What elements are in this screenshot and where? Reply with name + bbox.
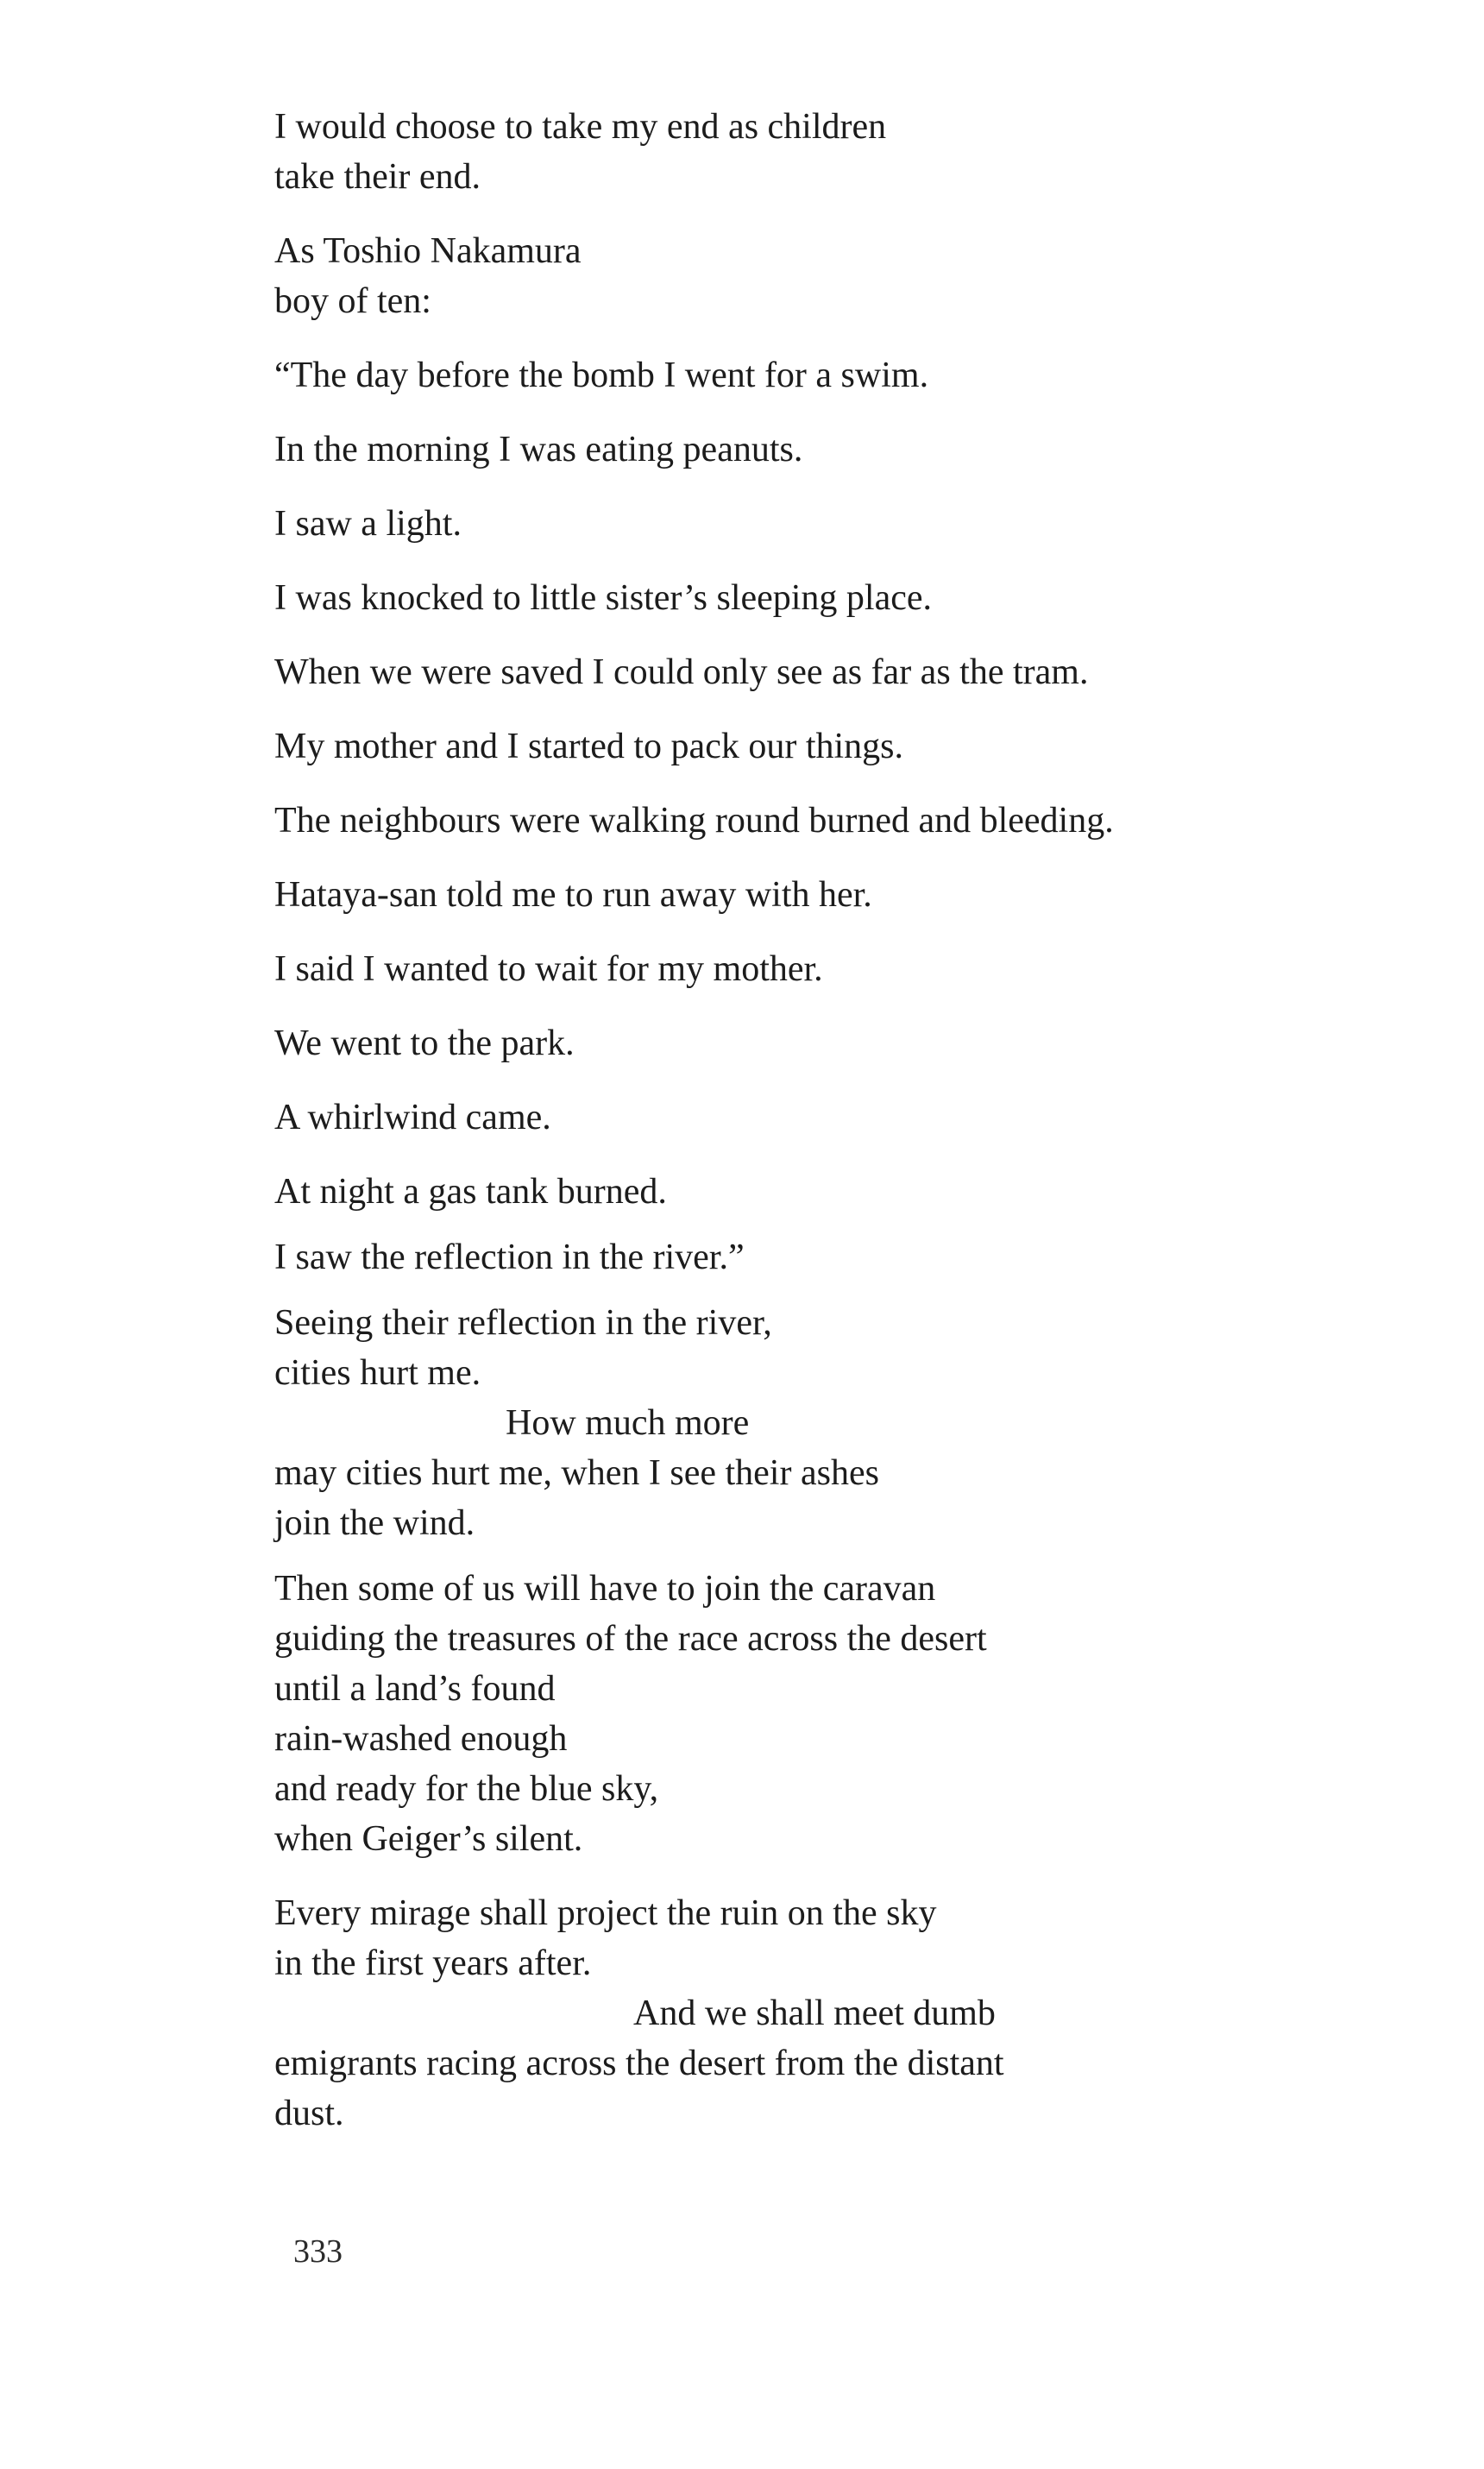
poem-line: until a land’s found (274, 1669, 556, 1709)
poem-line: When we were saved I could only see as far as the tram. (274, 652, 1089, 692)
poem-line: join the wind. (274, 1503, 475, 1543)
poem-line: Then some of us will have to join the caravan (274, 1569, 936, 1609)
poem-line: As Toshio Nakamura (274, 231, 582, 271)
poem-line-indented: And we shall meet dumb (633, 1993, 996, 2033)
poem-line: when Geiger’s silent. (274, 1819, 583, 1859)
poem-line: “The day before the bomb I went for a swim. (274, 356, 929, 395)
poem-line: in the first years after. (274, 1943, 592, 1983)
stanza (274, 1018, 1396, 1068)
stanza (274, 721, 1396, 772)
poem-line: A whirlwind came. (274, 1098, 551, 1137)
poem-line: cities hurt me. (274, 1353, 481, 1393)
poem-line: guiding the treasures of the race across the desert (274, 1619, 987, 1659)
stanza (274, 226, 1396, 326)
poem-line: In the morning I was eating peanuts. (274, 430, 803, 469)
poem-line: I saw the reflection in the river.” (274, 1238, 745, 1277)
poem-line: I said I wanted to wait for my mother. (274, 949, 823, 989)
stanza (274, 1167, 1396, 1217)
poem-line: We went to the park. (274, 1024, 575, 1063)
stanza (274, 1298, 1396, 1548)
poem-line: boy of ten: (274, 281, 431, 321)
stanza (274, 1232, 1396, 1282)
stanza (274, 647, 1396, 697)
stanza (274, 796, 1396, 846)
poem-line: may cities hurt me, when I see their ashes (274, 1453, 879, 1493)
stanza (274, 1093, 1396, 1143)
poem-line: Every mirage shall project the ruin on the sky (274, 1893, 937, 1933)
poem-line: I saw a light. (274, 504, 462, 544)
poem-line: rain-washed enough (274, 1719, 568, 1759)
stanza (274, 573, 1396, 623)
poem-line: Seeing their reflection in the river, (274, 1303, 772, 1343)
poem-line: Hataya-san told me to run away with her. (274, 875, 872, 915)
poem-line: I would choose to take my end as children (274, 107, 887, 147)
stanza (274, 425, 1396, 475)
poem-line: take their end. (274, 157, 481, 197)
poem-line-indented: How much more (506, 1403, 750, 1443)
poem-line: emigrants racing across the desert from the distant (274, 2044, 1004, 2083)
poem-line: dust. (274, 2094, 344, 2133)
stanza (274, 102, 1396, 202)
poem-line: I was knocked to little sister’s sleeping place. (274, 578, 933, 618)
poem-line: The neighbours were walking round burned and bleeding. (274, 801, 1114, 841)
poem-line: At night a gas tank burned. (274, 1172, 667, 1212)
stanza (274, 870, 1396, 920)
stanza (274, 499, 1396, 549)
stanza (274, 1564, 1396, 1864)
poem-line: My mother and I started to pack our things. (274, 727, 904, 766)
stanza (274, 350, 1396, 400)
poem-line: and ready for the blue sky, (274, 1769, 659, 1809)
page-number: 333 (293, 2233, 343, 2270)
stanza (274, 1888, 1396, 2138)
poem-body (274, 102, 1396, 2163)
stanza (274, 944, 1396, 994)
